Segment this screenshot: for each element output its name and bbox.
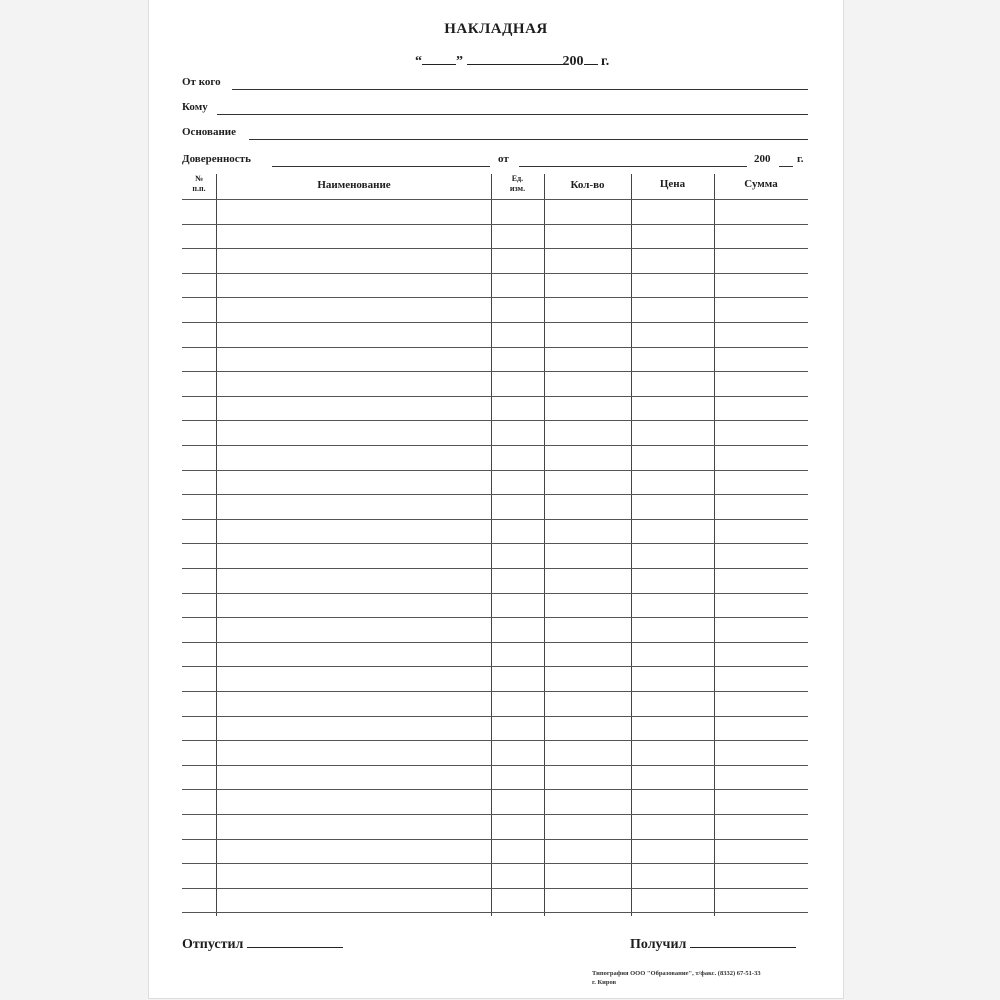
proxy-date-line: [519, 166, 747, 167]
column-divider: [491, 174, 492, 916]
number-header: [182, 174, 216, 194]
column-divider: [714, 174, 715, 916]
table-row-line: [182, 224, 808, 225]
month-blank: [467, 52, 563, 65]
proxy-year-blank: [779, 166, 793, 167]
day-blank: [422, 52, 456, 65]
released-signature: [182, 935, 343, 953]
received-label: Получил: [630, 937, 687, 952]
column-divider: [631, 174, 632, 916]
quantity-header: Кол-во: [570, 179, 605, 191]
table-row-line: [182, 273, 808, 274]
from-label: От кого: [182, 76, 221, 88]
table-row-line: [182, 789, 808, 790]
document-title: НАКЛАДНАЯ: [444, 21, 548, 37]
to-field: [182, 101, 808, 119]
invoice-form-page: [148, 0, 844, 999]
table-row-line: [182, 765, 808, 766]
table-row-line: [182, 470, 808, 471]
date-year-prefix: 200: [562, 54, 584, 69]
date-open-quote: “: [415, 54, 422, 69]
table-row-line: [182, 494, 808, 495]
from-input-line: [232, 89, 808, 90]
basis-field: [182, 126, 808, 144]
date-close-quote: ”: [456, 54, 463, 69]
table-row-line: [182, 322, 808, 323]
table-row-line: [182, 519, 808, 520]
column-divider: [544, 174, 545, 916]
basis-input-line: [249, 139, 808, 140]
released-label: Отпустил: [182, 937, 244, 952]
proxy-year-prefix: 200: [754, 153, 771, 165]
table-row-line: [182, 543, 808, 544]
table-row-line: [182, 371, 808, 372]
imprint-line1: Типография ООО "Образование", т/факс. (8332) 67-51-33: [592, 970, 761, 977]
printer-imprint: [592, 969, 812, 987]
table-row-line: [182, 445, 808, 446]
table-row-line: [182, 666, 808, 667]
unit-header-line1: Ед.: [511, 174, 524, 183]
proxy-year-suffix: г.: [797, 153, 804, 165]
table-row-line: [182, 593, 808, 594]
number-header-line2: п.п.: [192, 184, 206, 193]
items-table: [182, 174, 808, 916]
table-row-line: [182, 248, 808, 249]
table-row-line: [182, 912, 808, 913]
to-label: Кому: [182, 101, 208, 113]
unit-header: [491, 174, 544, 194]
table-row-line: [182, 617, 808, 618]
table-row-line: [182, 199, 808, 200]
table-row-line: [182, 396, 808, 397]
number-header-line1: №: [194, 174, 204, 183]
table-row-line: [182, 740, 808, 741]
proxy-field: [182, 153, 808, 171]
table-row-line: [182, 716, 808, 717]
table-row-line: [182, 691, 808, 692]
proxy-label: Доверенность: [182, 153, 251, 165]
table-row-line: [182, 568, 808, 569]
received-signature-line: [690, 935, 796, 948]
imprint-line2: г. Киров: [592, 979, 617, 986]
date-line: [415, 52, 609, 70]
price-header: Цена: [659, 178, 686, 190]
table-row-line: [182, 420, 808, 421]
proxy-number-line: [272, 166, 490, 167]
date-year-suffix: г.: [601, 54, 610, 69]
table-row-line: [182, 297, 808, 298]
table-row-line: [182, 839, 808, 840]
unit-header-line2: изм.: [509, 184, 526, 193]
table-row-line: [182, 888, 808, 889]
sum-header: Сумма: [744, 178, 778, 190]
from-field: [182, 76, 808, 94]
basis-label: Основание: [182, 126, 237, 138]
to-input-line: [217, 114, 808, 115]
column-divider: [216, 174, 217, 916]
table-row-line: [182, 814, 808, 815]
year-blank: [584, 52, 598, 65]
proxy-from-label: от: [498, 153, 509, 165]
name-header: Наименование: [317, 179, 391, 191]
released-signature-line: [247, 935, 343, 948]
table-row-line: [182, 347, 808, 348]
received-signature: [630, 935, 796, 953]
table-row-line: [182, 863, 808, 864]
table-row-line: [182, 642, 808, 643]
